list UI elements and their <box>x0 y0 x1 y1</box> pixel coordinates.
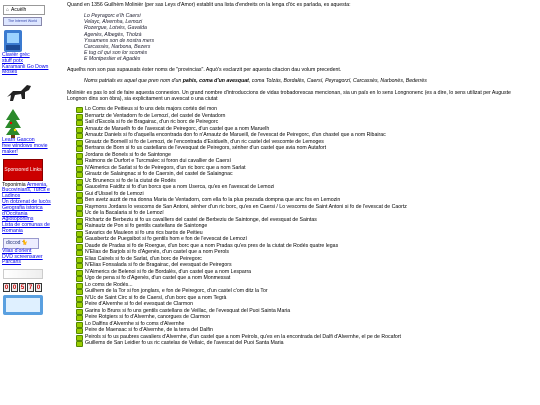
list-item: Richartz de Berbeziu si fo us cavalliers del castel de Berbeziu de Saintonge, del evesquat de Saintas <box>76 217 527 224</box>
list-item: N'Uc de Saint Circ si fo de Caersí, d'un borc que a nom Tegrà <box>76 295 527 302</box>
list-item: Bernartz de Ventadorn fo de Lemozí, del castel de Ventadorn <box>76 113 527 120</box>
home-label: Acuèlh <box>11 7 27 13</box>
link-vilas-orient[interactable]: Vilas d'orient <box>2 247 32 254</box>
list-item: Peire de Maensac si fo d'Alvernhe, de la terra del Dalfin <box>76 327 527 334</box>
list-item: Rainautz de Pon si fo gentils castellans de Saintonge <box>76 223 527 230</box>
list-item: Uc de la Bacalaria si fo de Lemozí <box>76 210 527 217</box>
list-item: Arnautz de Maruelh fo de l'avescat de Peiregorc, d'un castel que a nom Maruelh <box>76 126 527 133</box>
list-item: Garins lo Bruns si fo uns gentils castellans de Veillac, de l'evesquat del Puoi Sainta Maria <box>76 308 527 315</box>
link-toponimia-armenia[interactable]: Armenia <box>26 181 47 188</box>
verse-line: Rozergue, Lotvès, Gavalda <box>84 25 147 32</box>
list-item: Guilhem de la Tor si fon jonglars, e fon de Peiregorc, d'un castel c'om ditz la Tor <box>76 288 527 295</box>
list-item: Gaucelms Faiditz si fo d'un borcs que a nom Userca, qu'es en l'avescat de Lemozi <box>76 184 527 191</box>
list-item: Raymons Jordans lo vescoms de San Antoni, sénher d'un ric borc, qu'es en Caersi / Lo vescoms de Saint Antoni si fo de l'evescat de Caortz <box>76 204 527 211</box>
list-item: Girautz de Borneill si fo de Lemozi, de l'encontrada d'Esiduelh, d'un ric castel del vescomte de Lemoges <box>76 139 527 146</box>
link-agiotoponims[interactable]: Agiotoponims <box>2 216 34 223</box>
verse-line: Carcassès, Narbona, Bezers <box>84 43 151 50</box>
list-item: Ben avetz auzit de ma donna Maria de Ventadorn, com ella fo la plus prezada dompna que anc fos en Lemozin <box>76 197 527 204</box>
list-item: Elias Cairels si fo de Sarlat, d'un borc de Peiregorc <box>76 256 527 263</box>
list-item: Savarics de Mauleon si fo uns rics baròs de Peitieu <box>76 230 527 237</box>
note-prefix: Noms patrials es aquel que pren nom d'un <box>84 78 183 85</box>
list-item: Arnautz Daniels si fo d'aquella encontrada don fo n'Arnautz de Marueill, de l'evescat de Peiregorc, d'un chastel que a nom Ribairac <box>76 132 527 139</box>
verse-line: Lo Peyragorc e'lh Caersi <box>84 13 141 20</box>
sidebar <box>0 0 62 405</box>
toponimia-line1: Toponimia Armenia, <box>2 181 48 188</box>
list-item: Guillems de San Leidier fo us ric castelas de Vellaic, de l'avescat del Puoi Santa Maria <box>76 340 527 347</box>
main-content <box>67 2 527 347</box>
home-link[interactable] <box>3 5 45 15</box>
counter-digit: 5 <box>20 285 25 292</box>
hit-counter <box>3 283 62 292</box>
note-suffix: , coma Tolzàs, Bordalès, Caersí, Peyragorzí, Carcassès, Narbonès, Bederrès <box>248 78 427 85</box>
decorative-banner-image[interactable] <box>3 295 43 315</box>
verse-line: E tug cil qui son lor scomès <box>84 49 148 56</box>
home-icon: ⌂ <box>6 7 10 13</box>
diccod-label: diccod <box>6 239 21 246</box>
quote-note <box>84 78 527 84</box>
list-item: Peire d'Alvernhe si fo del evesquat de Clarmon <box>76 301 527 308</box>
verse-line: Agenès, Albegès, Tholzà <box>84 31 142 38</box>
molinier-paragraph: Molinièr es pas lo sol de faire aquesta connexion. Un grand nombre d'introduccions de vidas trobadorescas mencionan, sia un païs en lo sens Longnonenc (es a dire, lo sens utilizat per Auguste Longnon dins son òbra), sia explicitament un avescat o una ciutat <box>67 89 511 102</box>
verse-line: Yssamens son de nostra mers <box>84 37 155 44</box>
link-geografia-istorica[interactable]: Geografia istorica d'Occitania <box>2 204 43 217</box>
list-item: Ugo de pena si fo d'Agenès, d'un castel que a nom Monmessat <box>76 275 527 282</box>
list-item: Lo Coms de Peitieus si fo uns dels majors cortés del mon <box>76 106 527 113</box>
christmas-tree-icon[interactable] <box>3 108 23 138</box>
list-item: N'Aimerics de Sarlat si fo de Peiregors, d'un ric borc que a nom Sarlat <box>76 165 527 172</box>
list-item: N'Aimerics de Belenoi si fo de Bordalès, d'un castel que a nom Lesparra <box>76 269 527 276</box>
horse-image[interactable] <box>3 79 35 105</box>
intro-paragraph: Quand en 1356 Guilhèm Molinièr (per sas Leys d'Amor) establit una lista d'endreits on la lenga d'òc es parlada, es aquesta: <box>67 2 351 8</box>
list-item: Sail d'Escola si fo de Bragairac, d'un ric borc de Peiregorc <box>76 119 527 126</box>
counter-digit: 0 <box>4 285 9 292</box>
link-clavier-grec[interactable]: Clavièr grèc <box>2 52 30 58</box>
list-item: Jordans de Bonels si fo de Saintonge <box>76 152 527 159</box>
link-learn-gascon[interactable]: Learn Gascon <box>2 137 35 144</box>
greek-keyboard-logo[interactable] <box>3 29 23 53</box>
list-item: Lo coms de Rodés... <box>76 282 527 289</box>
list-item: Gausbertz de Puegsibot si fo gentils hom e fon de l'evescat de Lemozí <box>76 236 527 243</box>
internet-world-banner[interactable]: The Internet World <box>3 17 42 26</box>
list-item: Girautz de Salaingnac si fo de Caersin, del castel de Salaingnac <box>76 171 527 178</box>
list-item: Lo Dalfins d'Alvernhe si fo coms d'Alvernhe <box>76 321 527 328</box>
note-bold: pahis, coma d'un avesquat <box>182 78 249 85</box>
list-item: Raimons de Durfort e Turcmalec si foron dui cavallier de Caersí <box>76 158 527 165</box>
verses-block <box>84 13 527 62</box>
list-item: Peirols si fo us paubres cavaliers d'Alvernhe, d'un castel que a nom Peirols, qu'es en la encontrada del Dalfi d'Alvernhe, el pe de Rocafort <box>76 334 527 341</box>
cat-icon: 🐈 <box>21 239 29 246</box>
link-lista-comunas[interactable]: Lista de comunas de Romania <box>2 222 50 234</box>
link-dvd-screensaver[interactable]: DVD screensaver <box>2 253 43 260</box>
list-item: Bertrans de Born si fo us castellans de l'evesquat de Peiregors, sénher d'un castel que avia nom Autafort <box>76 145 527 152</box>
list-item: N'Elias Fonsalada si fo de Bragairac, del evesquat de Peiregors <box>76 262 527 269</box>
counter-digit: 7 <box>28 285 33 292</box>
troubadour-list <box>76 106 527 347</box>
list-item: Peire Rotgiers si fo d'Alvernhe, canorgues de Clarmon <box>76 314 527 321</box>
link-bucovinians[interactable]: Bucovinians, Turcs e Ladinos <box>2 187 50 200</box>
list-item: Uc Brunencs si fo de la ciutat de Rodés <box>76 178 527 185</box>
list-item: Daude de Pradas si fo de Roergue, d'un borc que a nom Pradas qu'es pres de la ciutat de Rodés quatre legas <box>76 243 527 250</box>
link-free-windows-movie-maker[interactable]: free windows movie maker! <box>2 142 48 155</box>
link-stuff-potx[interactable]: stuff potx <box>2 57 23 64</box>
verse-line: Velayc, Alvernha, Lemozi <box>84 19 143 26</box>
counter-digit: 0 <box>36 285 41 292</box>
dvd-screensaver-image[interactable] <box>3 269 43 279</box>
sponsored-label: Sponsored Links <box>4 166 42 173</box>
sponsored-banner[interactable] <box>3 159 43 181</box>
list-item: Gui d'Uissel fo de Lemozi <box>76 191 527 198</box>
link-parcans[interactable]: Parcans <box>2 259 22 266</box>
list-item: N'Elias de Barjols si fo d'Agenès, d'un castel que a nom Perols <box>76 249 527 256</box>
link-dotzenat[interactable]: Un dotzenat de lucòs <box>2 198 51 205</box>
after-verses-paragraph: Aquelhs non son pas supausats èster noms de "provincias". Aquò's esclarzit per aquesta citacion dau volum precedent. <box>67 67 342 74</box>
counter-digit: 0 <box>12 285 17 292</box>
verse-line: E Montpeslier et Agadès <box>84 55 141 62</box>
link-karamanli[interactable]: Karamanli Go Down Moses <box>2 63 49 76</box>
